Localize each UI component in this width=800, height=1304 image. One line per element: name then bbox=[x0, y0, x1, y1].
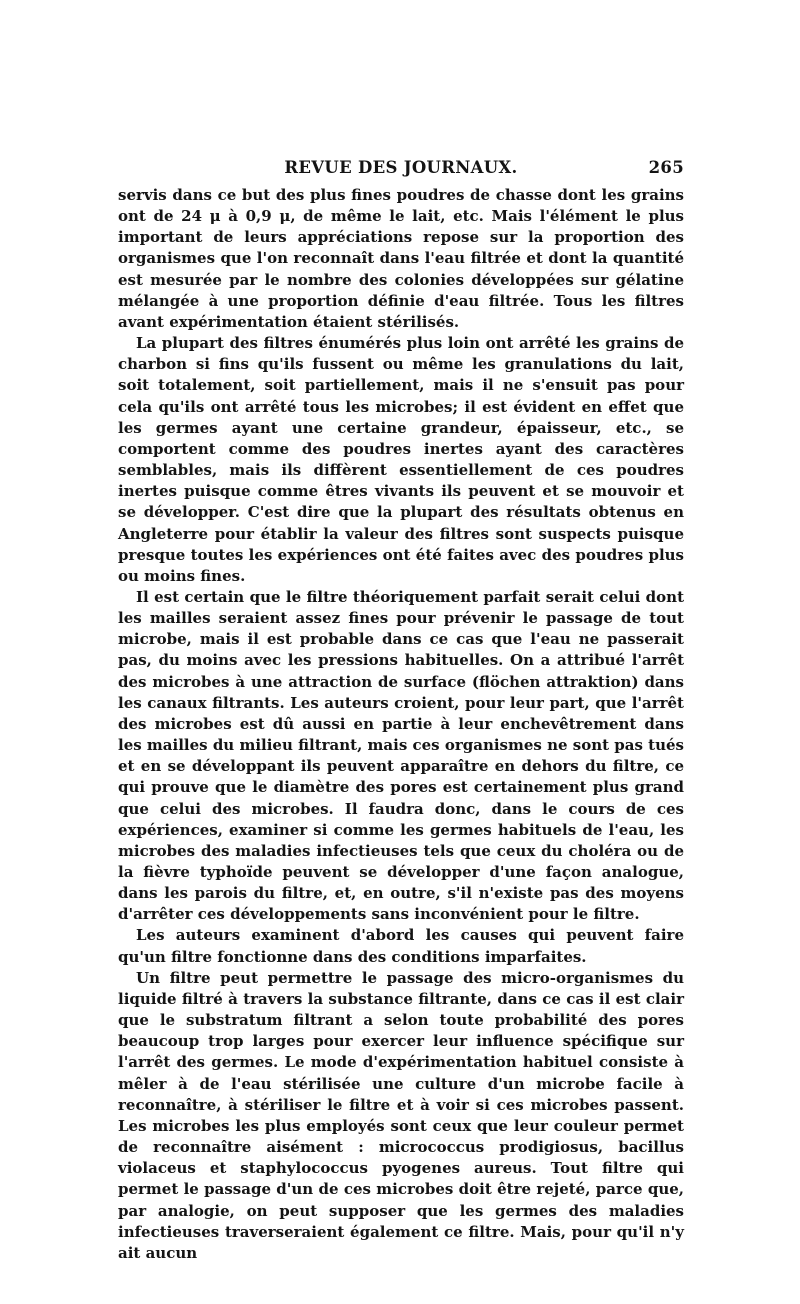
paragraph: La plupart des filtres énumérés plus loin ont arrêté les grains de charbon si fins qu'ils fussent ou même les granulations du lait, soit totalement, soit partiellement, mais il ne s'ensuit pas pour cela qu'ils ont arrêté tous les microbes; il est évident en effet que les germes ayant une certaine grandeur, épaisseur, etc., se comportent comme des poudres inertes ayant des caractères semblables, mais ils diffèrent essentiellement de ces poudres inertes puisque comme êtres vivants ils peuvent et se mouvoir et se développer. C'est dire que la plupart des résultats obtenus en Angleterre pour établir la valeur des filtres sont suspects puisque presque toutes les expériences ont été faites avec des poudres plus ou moins fines. bbox=[118, 334, 684, 585]
paragraph: Les auteurs examinent d'abord les causes qui peuvent faire qu'un filtre fonctionne dans des conditions imparfaites. bbox=[118, 926, 684, 966]
paragraph: Un filtre peut permettre le passage des micro-organismes du liquide filtré à travers la substance filtrante, dans ce cas il est clair que le substratum filtrant a selon toute probabilité des pores beaucoup trop larges pour exercer leur influence spécifique sur l'arrêt des germes. Le mode d'expérimentation habituel consiste à mêler à de l'eau stérilisée une culture d'un microbe facile à reconnaître, à stériliser le filtre et à voir si ces microbes passent. Les microbes les plus employés sont ceux que leur couleur permet de reconnaître aisément : micrococcus prodigiosus, bacillus violaceus et staphylococcus pyogenes aureus. Tout filtre qui permet le passage d'un de ces microbes doit être rejeté, parce que, par analogie, on peut supposer que les germes des maladies infectieuses traverseraient également ce filtre. Mais, pour qu'il n'y ait aucun bbox=[118, 968, 684, 1262]
running-title: REVUE DES JOURNAUX. bbox=[284, 158, 518, 177]
running-head bbox=[118, 158, 684, 182]
page-number: 265 bbox=[648, 158, 684, 177]
paragraph-continued: servis dans ce but des plus fines poudres de chasse dont les grains ont de 24 μ à 0,9 μ, de même le lait, etc. Mais l'élément le plus important de leurs appréciations repose sur la proportion des organismes que l'on reconnaît dans l'eau filtrée et dont la quantité est mesurée par le nombre des colonies développées sur gélatine mélangée à une proportion définie d'eau filtrée. Tous les filtres avant expérimentation étaient stérilisés. bbox=[118, 186, 684, 331]
body-text bbox=[118, 185, 684, 1264]
paragraph: Il est certain que le filtre théoriquement parfait serait celui dont les mailles seraient assez fines pour prévenir le passage de tout microbe, mais il est probable dans ce cas que l'eau ne passerait pas, du moins avec les pressions habituelles. On a attribué l'arrêt des microbes à une attraction de surface (flöchen attraktion) dans les canaux filtrants. Les auteurs croient, pour leur part, que l'arrêt des microbes est dû aussi en partie à leur enchevêtrement dans les mailles du milieu filtrant, mais ces organismes ne sont pas tués et en se développant ils peuvent apparaître en dehors du filtre, ce qui prouve que le diamètre des pores est certainement plus grand que celui des microbes. Il faudra donc, dans le cours de ces expériences, examiner si comme les germes habituels de l'eau, les microbes des maladies infectieuses tels que ceux du choléra ou de la fièvre typhoïde peuvent se développer d'une façon analogue, dans les parois du filtre, et, en outre, s'il n'existe pas des moyens d'arrêter ces développements sans inconvénient pour le filtre. bbox=[118, 587, 684, 924]
